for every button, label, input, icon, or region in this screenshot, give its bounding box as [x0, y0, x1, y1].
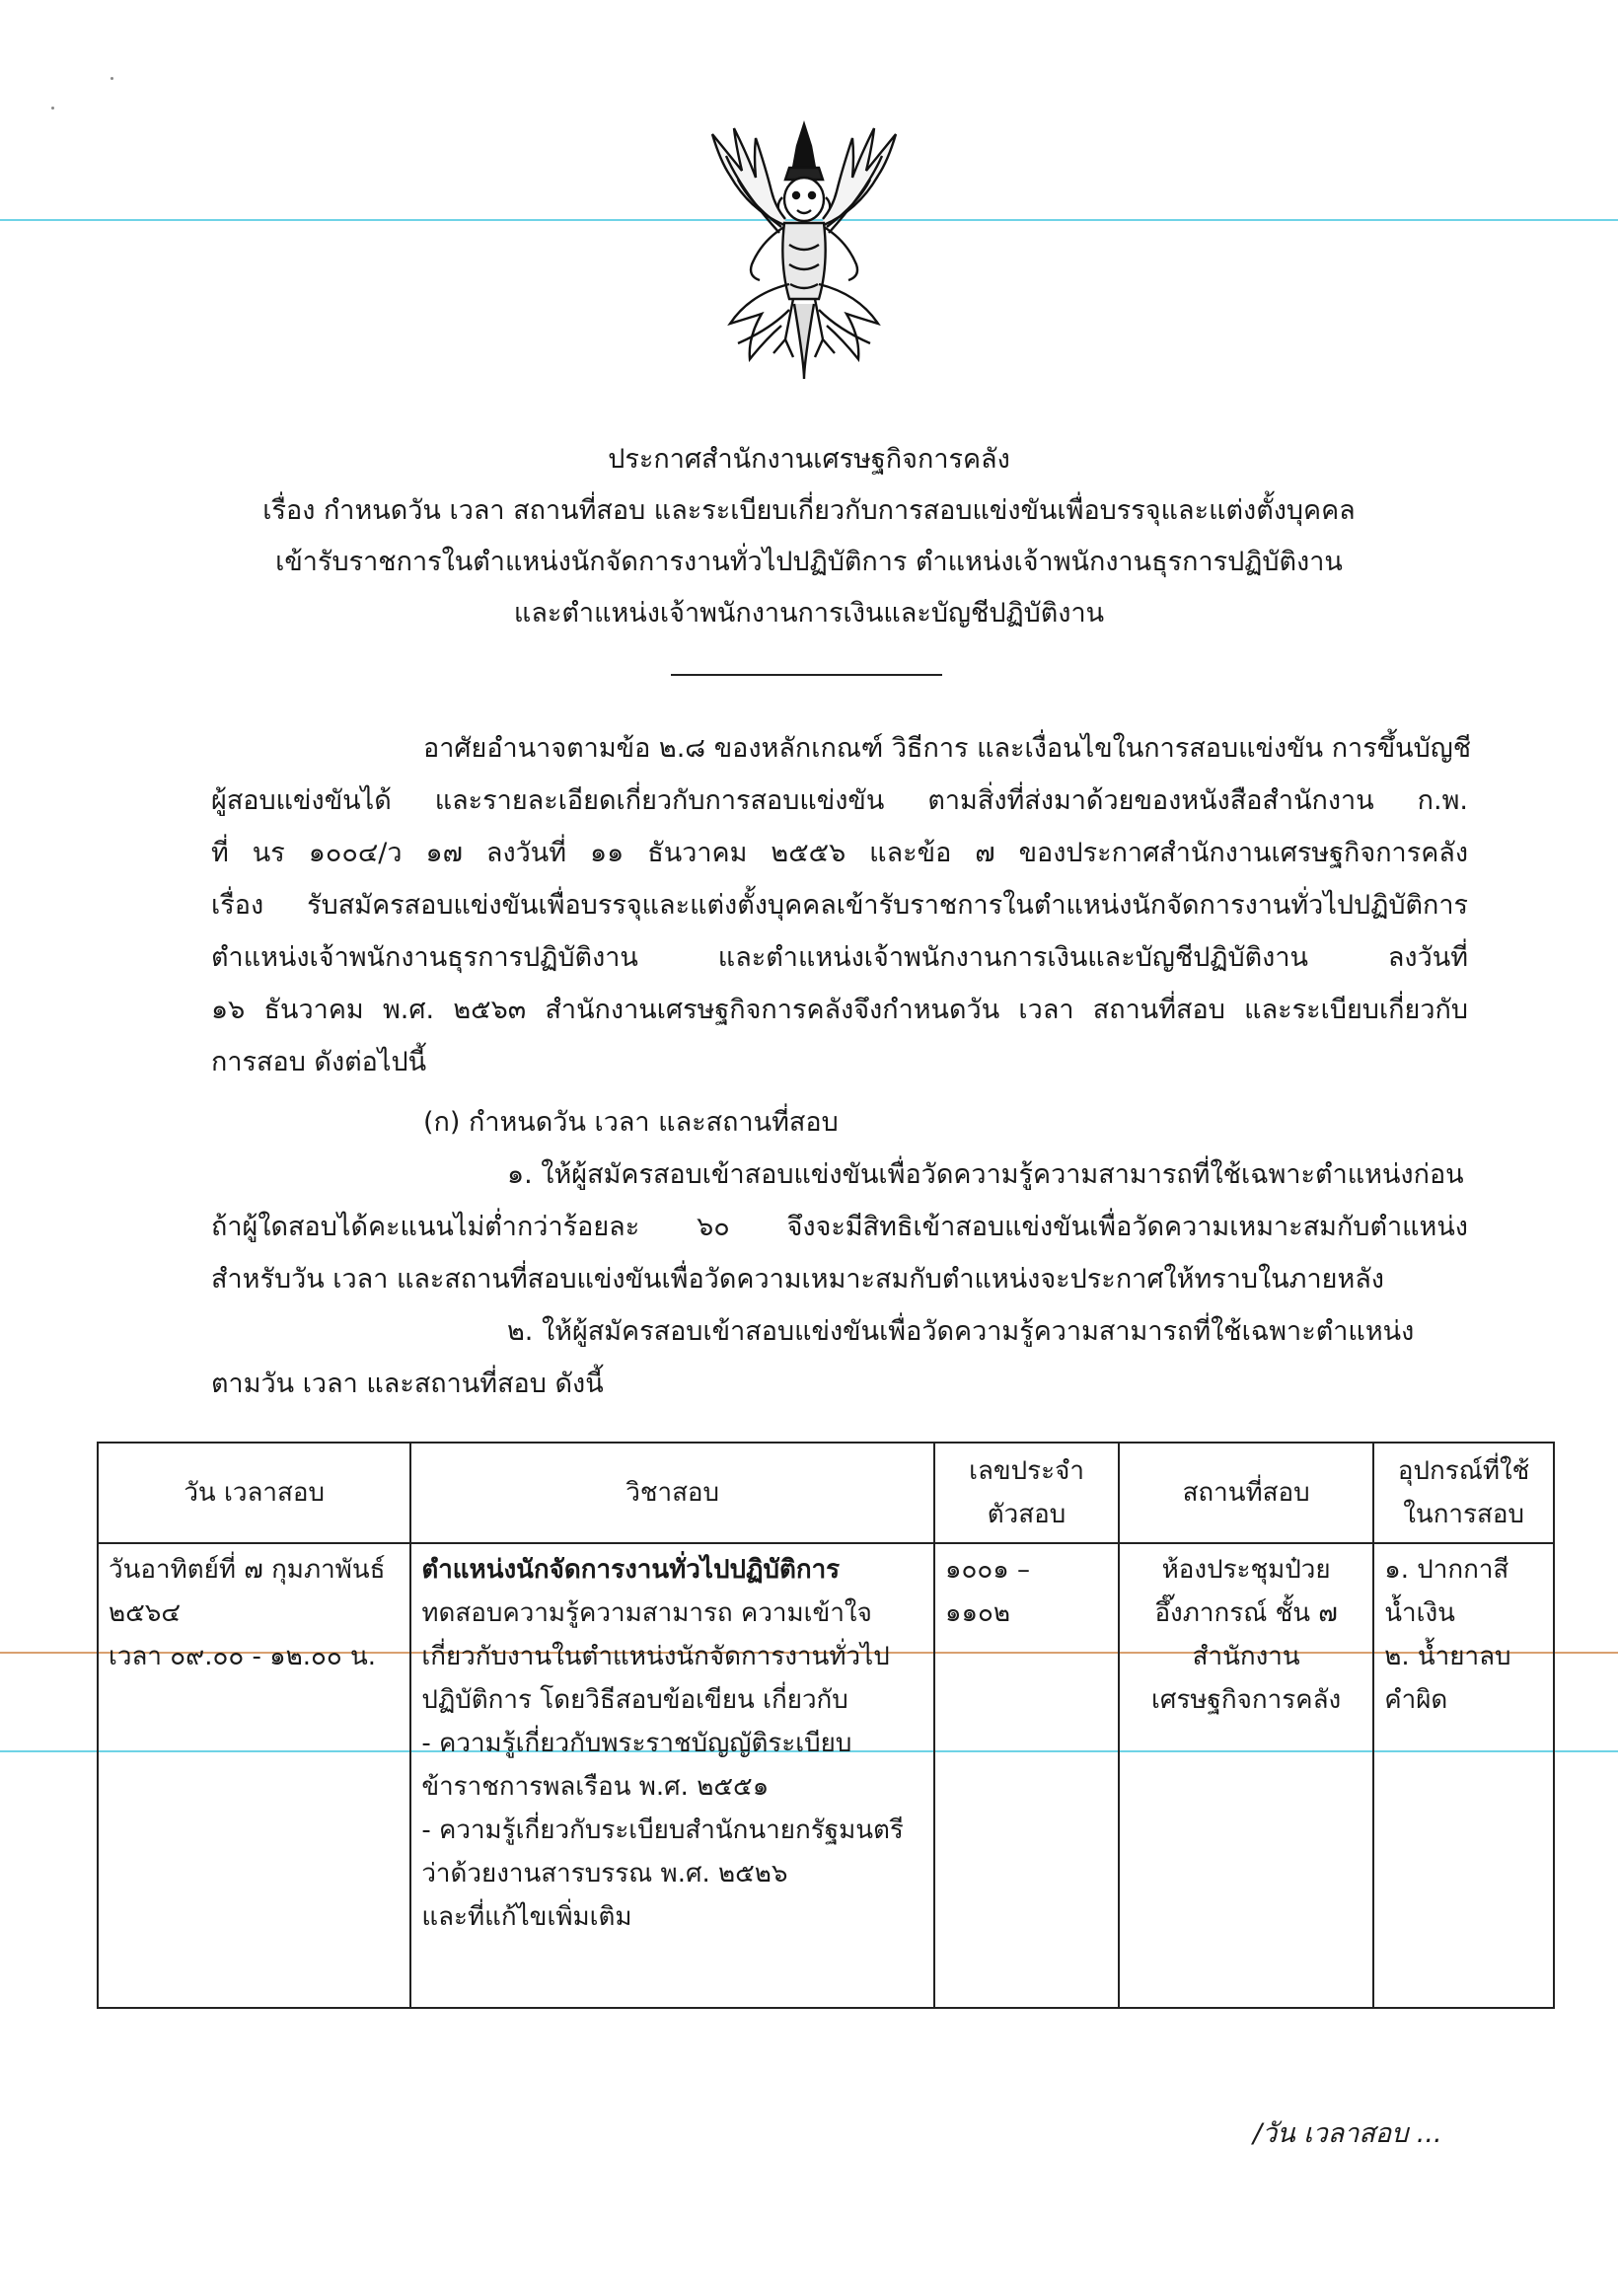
- header-equipment-line2: ในการสอบ: [1403, 1500, 1524, 1529]
- subject-line: ข้าราชการพลเรือน พ.ศ. ๒๕๕๑: [421, 1772, 770, 1802]
- subject-line: - ความรู้เกี่ยวกับระเบียบสำนักนายกรัฐมนตรี: [421, 1815, 904, 1845]
- date-day: วันอาทิตย์ที่ ๗ กุมภาพันธ์: [109, 1555, 386, 1585]
- intro-line: ๑๖ ธันวาคม พ.ศ. ๒๕๖๓ สำนักงานเศรษฐกิจการคลังจึงกำหนดวัน เวลา สถานที่สอบ และระเบียบเกี่ยวกับ: [211, 995, 1468, 1025]
- item2-line: ๒. ให้ผู้สมัครสอบเข้าสอบแข่งขันเพื่อวัดความรู้ความสามารถที่ใช้เฉพาะตำแหน่ง: [507, 1316, 1415, 1347]
- item2-line: ตามวัน เวลา และสถานที่สอบ ดังนี้: [211, 1369, 604, 1399]
- intro-line: เรื่อง รับสมัครสอบแข่งขันเพื่อบรรจุและแต่งตั้งบุคคลเข้ารับราชการในตำแหน่งนักจัดการงานทั่วไปปฏิบัติการ: [211, 890, 1468, 921]
- subject-line: ปฏิบัติการ โดยวิธีสอบข้อเขียน เกี่ยวกับ: [421, 1685, 848, 1715]
- equipment-line: ๑. ปากกาสี: [1384, 1555, 1509, 1585]
- exam-schedule-table: [97, 1442, 1555, 2009]
- cell-venue: [1119, 1543, 1373, 2008]
- venue-line: ห้องประชุมป๋วย: [1161, 1555, 1331, 1585]
- scan-speck: [51, 107, 54, 110]
- exam-number-start: ๑๐๐๑ –: [944, 1555, 1030, 1585]
- item1-line: ถ้าผู้ใดสอบได้คะแนนไม่ต่ำกว่าร้อยละ ๖๐ จึงจะมีสิทธิเข้าสอบแข่งขันเพื่อวัดความเหมาะสมกับตำแหน่ง: [211, 1212, 1468, 1242]
- venue-line: อึ๊งภากรณ์ ชั้น ๗: [1154, 1598, 1338, 1628]
- subject-line: และที่แก้ไขเพิ่มเติม: [421, 1902, 632, 1932]
- header-venue: สถานที่สอบ: [1119, 1443, 1373, 1543]
- equipment-line: น้ำเงิน: [1384, 1598, 1455, 1628]
- section-a-heading: (ก) กำหนดวัน เวลา และสถานที่สอบ: [423, 1107, 839, 1138]
- announcement-title: [99, 434, 1519, 639]
- equipment-line: ๒. น้ำยาลบ: [1384, 1642, 1511, 1671]
- subject-position-title: ตำแหน่งนักจัดการงานทั่วไปปฏิบัติการ: [421, 1555, 841, 1585]
- exam-number-end: ๑๑๐๒: [944, 1598, 1010, 1628]
- section-a: [211, 1096, 1468, 1410]
- cell-exam-number: [934, 1543, 1119, 2008]
- garuda-emblem-icon: [691, 116, 918, 388]
- scan-speck: [110, 77, 113, 80]
- date-time: เวลา ๐๙.๐๐ - ๑๒.๐๐ น.: [109, 1642, 377, 1671]
- table-row: [98, 1543, 1554, 2008]
- venue-line: เศรษฐกิจการคลัง: [1151, 1685, 1342, 1715]
- equipment-line: คำผิด: [1384, 1685, 1448, 1715]
- intro-line: อาศัยอำนาจตามข้อ ๒.๘ ของหลักเกณฑ์ วิธีการ และเงื่อนไขในการสอบแข่งขัน การขึ้นบัญชี: [423, 733, 1472, 764]
- header-date: วัน เวลาสอบ: [98, 1443, 410, 1543]
- intro-line: การสอบ ดังต่อไปนี้: [211, 1047, 427, 1077]
- subject-line: ว่าด้วยงานสารบรรณ พ.ศ. ๒๕๒๖: [421, 1859, 788, 1889]
- item1-line: ๑. ให้ผู้สมัครสอบเข้าสอบแข่งขันเพื่อวัดความรู้ความสามารถที่ใช้เฉพาะตำแหน่งก่อน: [507, 1159, 1464, 1190]
- intro-line: ที่ นร ๑๐๐๔/ว ๑๗ ลงวันที่ ๑๑ ธันวาคม ๒๕๕๖ และข้อ ๗ ของประกาศสำนักงานเศรษฐกิจการคลัง: [211, 838, 1468, 868]
- header-equipment: [1373, 1443, 1554, 1543]
- cell-date: [98, 1543, 410, 2008]
- title-subject-end: และตำแหน่งเจ้าพนักงานการเงินและบัญชีปฏิบัติงาน: [513, 598, 1105, 629]
- title-issuer: ประกาศสำนักงานเศรษฐกิจการคลัง: [608, 444, 1010, 475]
- title-subject-cont: เข้ารับราชการในตำแหน่งนักจัดการงานทั่วไปปฏิบัติการ ตำแหน่งเจ้าพนักงานธุรการปฏิบัติงาน: [275, 547, 1343, 577]
- cell-subject: [410, 1543, 934, 2008]
- header-exam-number-line1: เลขประจำ: [969, 1456, 1084, 1486]
- cell-equipment: [1373, 1543, 1554, 2008]
- header-equipment-line1: อุปกรณ์ที่ใช้: [1397, 1456, 1530, 1486]
- intro-line: ตำแหน่งเจ้าพนักงานธุรการปฏิบัติงาน และตำแหน่งเจ้าพนักงานการเงินและบัญชีปฏิบัติงาน ลงวันที่: [211, 942, 1468, 973]
- date-year: ๒๕๖๔: [109, 1598, 181, 1628]
- table-header-row: [98, 1443, 1554, 1543]
- header-exam-number: [934, 1443, 1119, 1543]
- subject-line: ทดสอบความรู้ความสามารถ ความเข้าใจ: [421, 1598, 872, 1628]
- subject-line: - ความรู้เกี่ยวกับพระราชบัญญัติระเบียบ: [421, 1729, 852, 1758]
- title-divider: [671, 674, 942, 676]
- continued-next-page: /วัน เวลาสอบ ...: [1253, 2118, 1442, 2149]
- subject-line: เกี่ยวกับงานในตำแหน่งนักจัดการงานทั่วไป: [421, 1642, 890, 1671]
- header-exam-number-line2: ตัวสอบ: [987, 1500, 1066, 1529]
- header-subject: วิชาสอบ: [410, 1443, 934, 1543]
- venue-line: สำนักงาน: [1192, 1642, 1300, 1671]
- intro-paragraph: [211, 722, 1472, 1088]
- intro-line: ผู้สอบแข่งขันได้ และรายละเอียดเกี่ยวกับการสอบแข่งขัน ตามสิ่งที่ส่งมาด้วยของหนังสือสำนักงาน ก.พ.: [211, 785, 1468, 816]
- title-subject: เรื่อง กำหนดวัน เวลา สถานที่สอบ และระเบียบเกี่ยวกับการสอบแข่งขันเพื่อบรรจุและแต่งตั้งบุคคล: [262, 495, 1356, 526]
- item1-line: สำหรับวัน เวลา และสถานที่สอบแข่งขันเพื่อวัดความเหมาะสมกับตำแหน่งจะประกาศให้ทราบในภายหลัง: [211, 1264, 1384, 1295]
